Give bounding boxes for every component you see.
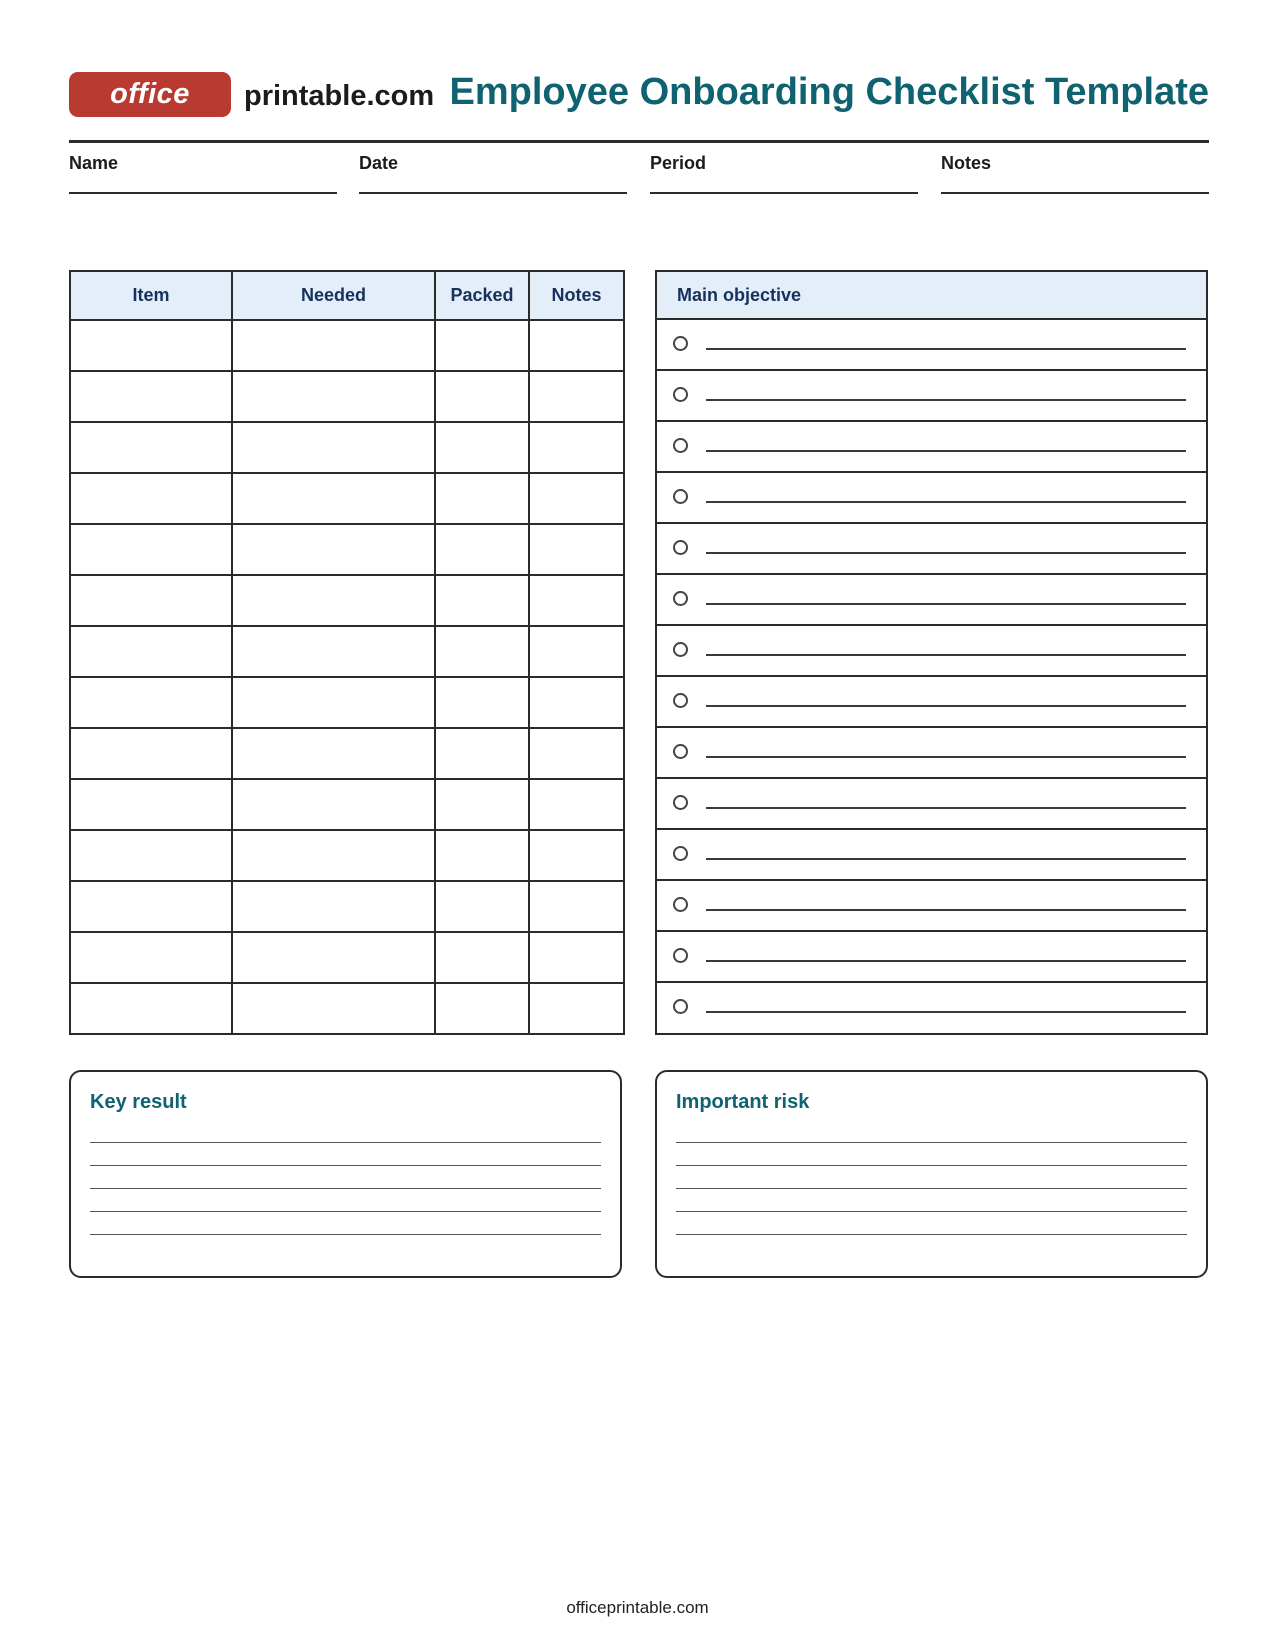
objective-write-line[interactable] xyxy=(706,501,1186,503)
cell-notes[interactable] xyxy=(529,779,624,830)
column-header-needed: Needed xyxy=(232,271,435,320)
notes-field[interactable] xyxy=(941,152,1209,194)
cell-packed[interactable] xyxy=(435,524,529,575)
cell-needed[interactable] xyxy=(232,575,435,626)
cell-packed[interactable] xyxy=(435,575,529,626)
cell-packed[interactable] xyxy=(435,932,529,983)
table-row xyxy=(70,779,624,830)
top-divider xyxy=(69,140,1209,143)
cell-packed[interactable] xyxy=(435,881,529,932)
objective-item[interactable] xyxy=(657,677,1206,728)
name-field[interactable] xyxy=(69,152,337,194)
objective-write-line[interactable] xyxy=(706,909,1186,911)
items-table-header-row xyxy=(70,271,624,320)
header xyxy=(69,70,1209,120)
cell-needed[interactable] xyxy=(232,677,435,728)
date-field[interactable] xyxy=(359,152,627,194)
objective-item[interactable] xyxy=(657,881,1206,932)
objective-item[interactable] xyxy=(657,575,1206,626)
objective-write-line[interactable] xyxy=(706,1011,1186,1013)
cell-needed[interactable] xyxy=(232,983,435,1034)
table-row xyxy=(70,320,624,371)
main-objective-panel xyxy=(655,270,1208,1035)
objective-list xyxy=(657,320,1206,1033)
column-header-item: Item xyxy=(70,271,232,320)
cell-notes[interactable] xyxy=(529,932,624,983)
items-table-body xyxy=(70,320,624,1034)
table-row xyxy=(70,728,624,779)
cell-needed[interactable] xyxy=(232,422,435,473)
write-line[interactable] xyxy=(676,1165,1187,1166)
cell-item[interactable] xyxy=(70,728,232,779)
circle-checkbox-icon[interactable] xyxy=(673,744,688,759)
write-line[interactable] xyxy=(90,1142,601,1143)
period-field[interactable] xyxy=(650,152,918,194)
cell-packed[interactable] xyxy=(435,473,529,524)
important-risk-box xyxy=(655,1070,1208,1278)
objective-item[interactable] xyxy=(657,728,1206,779)
circle-checkbox-icon[interactable] xyxy=(673,999,688,1014)
table-row xyxy=(70,371,624,422)
table-row xyxy=(70,626,624,677)
circle-checkbox-icon[interactable] xyxy=(673,948,688,963)
objective-item[interactable] xyxy=(657,830,1206,881)
cell-packed[interactable] xyxy=(435,779,529,830)
cell-packed[interactable] xyxy=(435,422,529,473)
table-row xyxy=(70,422,624,473)
important-risk-title: Important risk xyxy=(676,1091,810,1113)
cell-notes[interactable] xyxy=(529,422,624,473)
write-line[interactable] xyxy=(676,1188,1187,1189)
circle-checkbox-icon[interactable] xyxy=(673,642,688,657)
logo-badge: office xyxy=(69,72,231,117)
cell-notes[interactable] xyxy=(529,983,624,1034)
cell-notes[interactable] xyxy=(529,575,624,626)
cell-notes[interactable] xyxy=(529,626,624,677)
circle-checkbox-icon[interactable] xyxy=(673,540,688,555)
write-line[interactable] xyxy=(676,1211,1187,1212)
circle-checkbox-icon[interactable] xyxy=(673,591,688,606)
cell-item[interactable] xyxy=(70,320,232,371)
notes-field-label: Notes xyxy=(941,153,992,173)
cell-item[interactable] xyxy=(70,677,232,728)
write-line[interactable] xyxy=(90,1234,601,1235)
cell-packed[interactable] xyxy=(435,830,529,881)
objective-write-line[interactable] xyxy=(706,705,1186,707)
cell-item[interactable] xyxy=(70,422,232,473)
objective-item[interactable] xyxy=(657,320,1206,371)
objective-item[interactable] xyxy=(657,371,1206,422)
objective-write-line[interactable] xyxy=(706,858,1186,860)
cell-notes[interactable] xyxy=(529,320,624,371)
circle-checkbox-icon[interactable] xyxy=(673,336,688,351)
table-row xyxy=(70,881,624,932)
objective-write-line[interactable] xyxy=(706,450,1186,452)
cell-packed[interactable] xyxy=(435,677,529,728)
cell-needed[interactable] xyxy=(232,830,435,881)
cell-notes[interactable] xyxy=(529,524,624,575)
table-row xyxy=(70,830,624,881)
cell-needed[interactable] xyxy=(232,524,435,575)
footer-url: officeprintable.com xyxy=(566,1598,709,1617)
circle-checkbox-icon[interactable] xyxy=(673,897,688,912)
cell-needed[interactable] xyxy=(232,626,435,677)
objective-item[interactable] xyxy=(657,626,1206,677)
main-objective-title: Main objective xyxy=(657,272,1206,320)
key-result-title: Key result xyxy=(90,1091,187,1113)
cell-packed[interactable] xyxy=(435,626,529,677)
cell-item[interactable] xyxy=(70,983,232,1034)
column-header-notes: Notes xyxy=(529,271,624,320)
key-result-box xyxy=(69,1070,622,1278)
cell-needed[interactable] xyxy=(232,932,435,983)
cell-needed[interactable] xyxy=(232,473,435,524)
objective-write-line[interactable] xyxy=(706,552,1186,554)
objective-write-line[interactable] xyxy=(706,654,1186,656)
logo-text: printable.com xyxy=(244,80,435,112)
write-line[interactable] xyxy=(90,1188,601,1189)
cell-item[interactable] xyxy=(70,830,232,881)
cell-notes[interactable] xyxy=(529,830,624,881)
cell-packed[interactable] xyxy=(435,320,529,371)
table-row xyxy=(70,932,624,983)
objective-write-line[interactable] xyxy=(706,960,1186,962)
cell-needed[interactable] xyxy=(232,728,435,779)
objective-item[interactable] xyxy=(657,524,1206,575)
cell-notes[interactable] xyxy=(529,881,624,932)
cell-notes[interactable] xyxy=(529,677,624,728)
cell-packed[interactable] xyxy=(435,728,529,779)
cell-needed[interactable] xyxy=(232,881,435,932)
items-table xyxy=(69,270,625,1035)
period-field-label: Period xyxy=(650,153,707,173)
cell-item[interactable] xyxy=(70,473,232,524)
cell-item[interactable] xyxy=(70,524,232,575)
page-title: Employee Onboarding Checklist Template xyxy=(449,71,1209,113)
date-field-label: Date xyxy=(359,153,399,173)
circle-checkbox-icon[interactable] xyxy=(673,387,688,402)
circle-checkbox-icon[interactable] xyxy=(673,489,688,504)
table-row xyxy=(70,473,624,524)
cell-needed[interactable] xyxy=(232,371,435,422)
cell-item[interactable] xyxy=(70,779,232,830)
cell-notes[interactable] xyxy=(529,371,624,422)
circle-checkbox-icon[interactable] xyxy=(673,795,688,810)
objective-write-line[interactable] xyxy=(706,603,1186,605)
cell-notes[interactable] xyxy=(529,728,624,779)
cell-item[interactable] xyxy=(70,575,232,626)
table-row xyxy=(70,575,624,626)
write-line[interactable] xyxy=(90,1165,601,1166)
objective-write-line[interactable] xyxy=(706,348,1186,350)
objective-item[interactable] xyxy=(657,779,1206,830)
objective-item[interactable] xyxy=(657,932,1206,983)
objective-item[interactable] xyxy=(657,473,1206,524)
cell-item[interactable] xyxy=(70,626,232,677)
objective-write-line[interactable] xyxy=(706,756,1186,758)
cell-item[interactable] xyxy=(70,881,232,932)
table-row xyxy=(70,983,624,1034)
cell-packed[interactable] xyxy=(435,983,529,1034)
cell-needed[interactable] xyxy=(232,779,435,830)
objective-item[interactable] xyxy=(657,422,1206,473)
table-row xyxy=(70,524,624,575)
cell-notes[interactable] xyxy=(529,473,624,524)
cell-item[interactable] xyxy=(70,371,232,422)
name-field-label: Name xyxy=(69,153,119,173)
cell-packed[interactable] xyxy=(435,371,529,422)
write-line[interactable] xyxy=(90,1211,601,1212)
column-header-packed: Packed xyxy=(435,271,529,320)
circle-checkbox-icon[interactable] xyxy=(673,846,688,861)
table-row xyxy=(70,677,624,728)
objective-write-line[interactable] xyxy=(706,807,1186,809)
write-line[interactable] xyxy=(676,1142,1187,1143)
circle-checkbox-icon[interactable] xyxy=(673,693,688,708)
circle-checkbox-icon[interactable] xyxy=(673,438,688,453)
objective-item[interactable] xyxy=(657,983,1206,1033)
cell-item[interactable] xyxy=(70,932,232,983)
cell-needed[interactable] xyxy=(232,320,435,371)
objective-write-line[interactable] xyxy=(706,399,1186,401)
write-line[interactable] xyxy=(676,1234,1187,1235)
